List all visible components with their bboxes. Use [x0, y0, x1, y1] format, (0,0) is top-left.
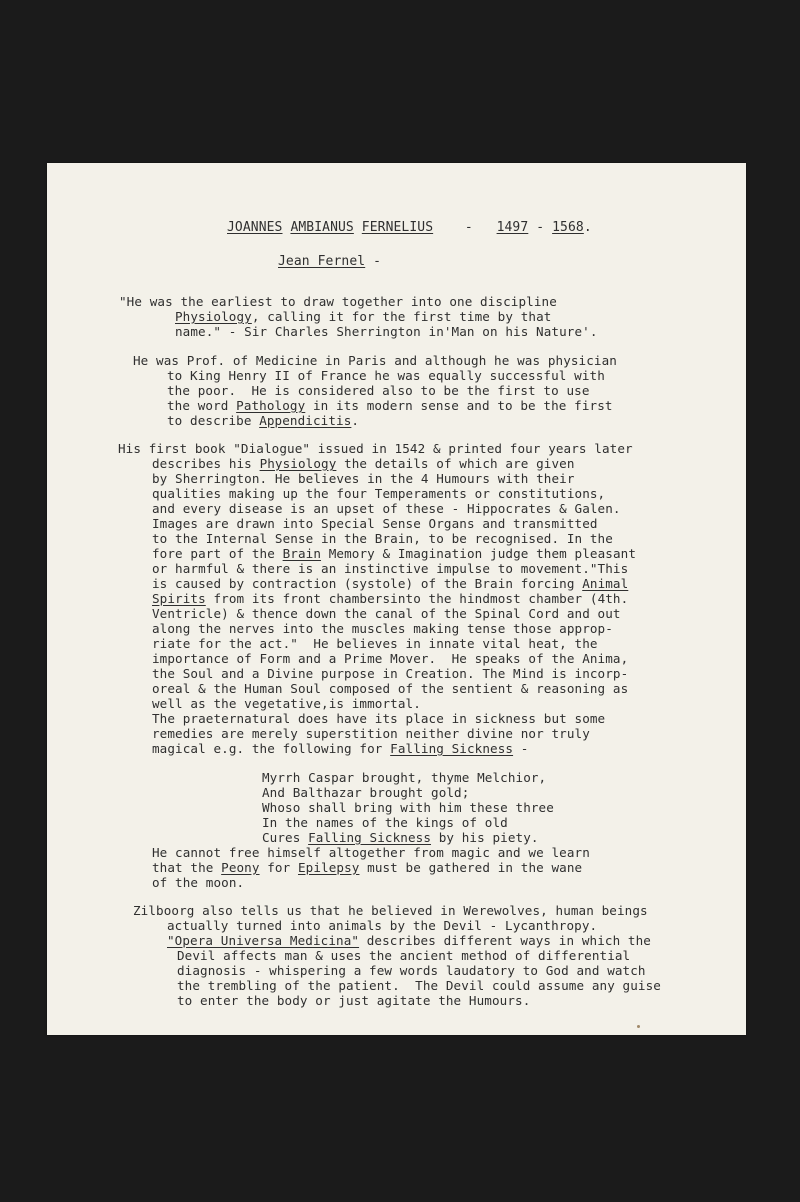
para3-line-3-b: describes different ways in which the [359, 933, 651, 948]
para2-line-5: and every disease is an upset of these - Hippocrates & Galen. [152, 501, 621, 516]
title-year-separator: - [536, 220, 545, 235]
verse-line-5 [262, 830, 539, 845]
para1-line-4-b: in its modern sense and to be the first [305, 398, 613, 413]
para2-line-4: qualities making up the four Temperaments or constitutions, [152, 486, 606, 501]
verse-line-1: Myrrh Caspar brought, thyme Melchior, [262, 770, 547, 785]
quote-line-2-text: , calling it for the first time by that [251, 309, 552, 324]
physiology-term: Physiology [175, 309, 252, 324]
title-name-fernelius: FERNELIUS [361, 220, 434, 235]
after-verse-line-2-a: that the [152, 860, 222, 875]
after-verse-line-2-c: must be gathered in the wane [359, 860, 583, 875]
title-name-ambianus: AMBIANUS [290, 220, 354, 235]
para2-line-7: to the Internal Sense in the Brain, to be recognised. In the [152, 531, 613, 546]
para3-line-6: the trembling of the patient. The Devil could assume any guise [177, 978, 661, 993]
opera-universa-medicina-title: "Opera Universa Medicina" [167, 933, 360, 948]
para3-line-7: to enter the body or just agitate the Humours. [177, 993, 531, 1008]
para3-line-1: Zilboorg also tells us that he believed in Werewolves, human beings [133, 903, 648, 918]
para2-line-2-a: describes his [152, 456, 260, 471]
para1-line-5-a: to describe [167, 413, 260, 428]
para3-line-2: actually turned into animals by the Devil - Lycanthropy. [167, 918, 598, 933]
after-verse-line-3: of the moon. [152, 875, 245, 890]
physiology-term-2: Physiology [259, 456, 337, 471]
para2-line-10-a: is caused by contraction (systole) of the Brain forcing [152, 576, 583, 591]
title-name-joannes: JOANNES [227, 220, 283, 235]
title-year-end: 1568 [552, 220, 584, 235]
verse-line-4: In the names of the kings of old [262, 815, 508, 830]
para2-line-16: the Soul and a Divine purpose in Creation. The Mind is incorp- [152, 666, 629, 681]
para3-line-4: Devil affects man & uses the ancient method of differential [177, 948, 631, 963]
para1-line-5-b: . [351, 413, 360, 428]
para2-line-10 [152, 576, 628, 591]
spirits-term: Spirits [152, 591, 206, 606]
para1-line-3: the poor. He is considered also to be the first to use [167, 383, 590, 398]
para2-line-12: Ventricle) & thence down the canal of the Spinal Cord and out [152, 606, 621, 621]
para1-line-2: to King Henry II of France he was equally successful with [167, 368, 605, 383]
subtitle-dash: - [365, 254, 382, 269]
quote-line-2 [175, 309, 551, 324]
verse-line-5-a: Cures [262, 830, 309, 845]
animal-term: Animal [582, 576, 629, 591]
para2-line-21 [152, 741, 528, 756]
title-dash: - [464, 220, 473, 235]
para2-line-2-b: the details of which are given [336, 456, 575, 471]
para2-line-2 [152, 456, 575, 471]
quote-line-3: name." - Sir Charles Sherrington in'Man on his Nature'. [175, 324, 598, 339]
appendicitis-term: Appendicitis [259, 413, 352, 428]
para2-line-8 [152, 546, 636, 561]
para2-line-1: His first book "Dialogue" issued in 1542 & printed four years later [118, 441, 633, 456]
para2-line-11 [152, 591, 628, 606]
para3-line-5: diagnosis - whispering a few words laudatory to God and watch [177, 963, 646, 978]
para2-line-8-b: Memory & Imagination judge them pleasant [321, 546, 636, 561]
verse-line-2: And Balthazar brought gold; [262, 785, 470, 800]
title-year-start: 1497 [496, 220, 529, 235]
after-verse-line-2-b: for [259, 860, 298, 875]
para2-line-21-a: magical e.g. the following for [152, 741, 391, 756]
para2-line-9: or harmful & there is an instinctive impulse to movement."This [152, 561, 629, 576]
falling-sickness-term-2: Falling Sickness [308, 830, 432, 845]
para2-line-8-a: fore part of the [152, 546, 283, 561]
para2-line-20: remedies are merely superstition neither divine nor truly [152, 726, 590, 741]
para1-line-4 [167, 398, 613, 413]
para2-line-13: along the nerves into the muscles making tense those approp- [152, 621, 613, 636]
peony-term: Peony [221, 860, 260, 875]
pathology-term: Pathology [236, 398, 306, 413]
after-verse-line-2 [152, 860, 582, 875]
quote-line-1: "He was the earliest to draw together into one discipline [119, 294, 557, 309]
para1-line-1: He was Prof. of Medicine in Paris and although he was physician [133, 353, 617, 368]
brain-term: Brain [282, 546, 322, 561]
subtitle-name: Jean Fernel [278, 254, 366, 269]
falling-sickness-term: Falling Sickness [390, 741, 514, 756]
typed-page [47, 163, 746, 1035]
para2-line-15: importance of Form and a Prime Mover. He speaks of the Anima, [152, 651, 629, 666]
page-subtitle [278, 254, 381, 269]
para2-line-18: well as the vegetative,is immortal. [152, 696, 421, 711]
para2-line-17: oreal & the Human Soul composed of the sentient & reasoning as [152, 681, 629, 696]
para2-line-3: by Sherrington. He believes in the 4 Humours with their [152, 471, 575, 486]
page-title [227, 220, 592, 235]
para1-line-4-a: the word [167, 398, 237, 413]
para3-line-3 [167, 933, 651, 948]
para2-line-11-b: from its front chambersinto the hindmost chamber (4th. [205, 591, 629, 606]
title-period: . [583, 220, 592, 235]
after-verse-line-1: He cannot free himself altogether from magic and we learn [152, 845, 590, 860]
epilepsy-term: Epilepsy [297, 860, 360, 875]
para2-line-19: The praeternatural does have its place in sickness but some [152, 711, 606, 726]
para2-line-6: Images are drawn into Special Sense Organs and transmitted [152, 516, 598, 531]
verse-line-5-b: by his piety. [431, 830, 539, 845]
pin-mark [637, 1025, 640, 1028]
para1-line-5 [167, 413, 359, 428]
para2-line-14: riate for the act." He believes in innate vital heat, the [152, 636, 598, 651]
verse-line-3: Whoso shall bring with him these three [262, 800, 554, 815]
para2-line-21-b: - [513, 741, 529, 756]
